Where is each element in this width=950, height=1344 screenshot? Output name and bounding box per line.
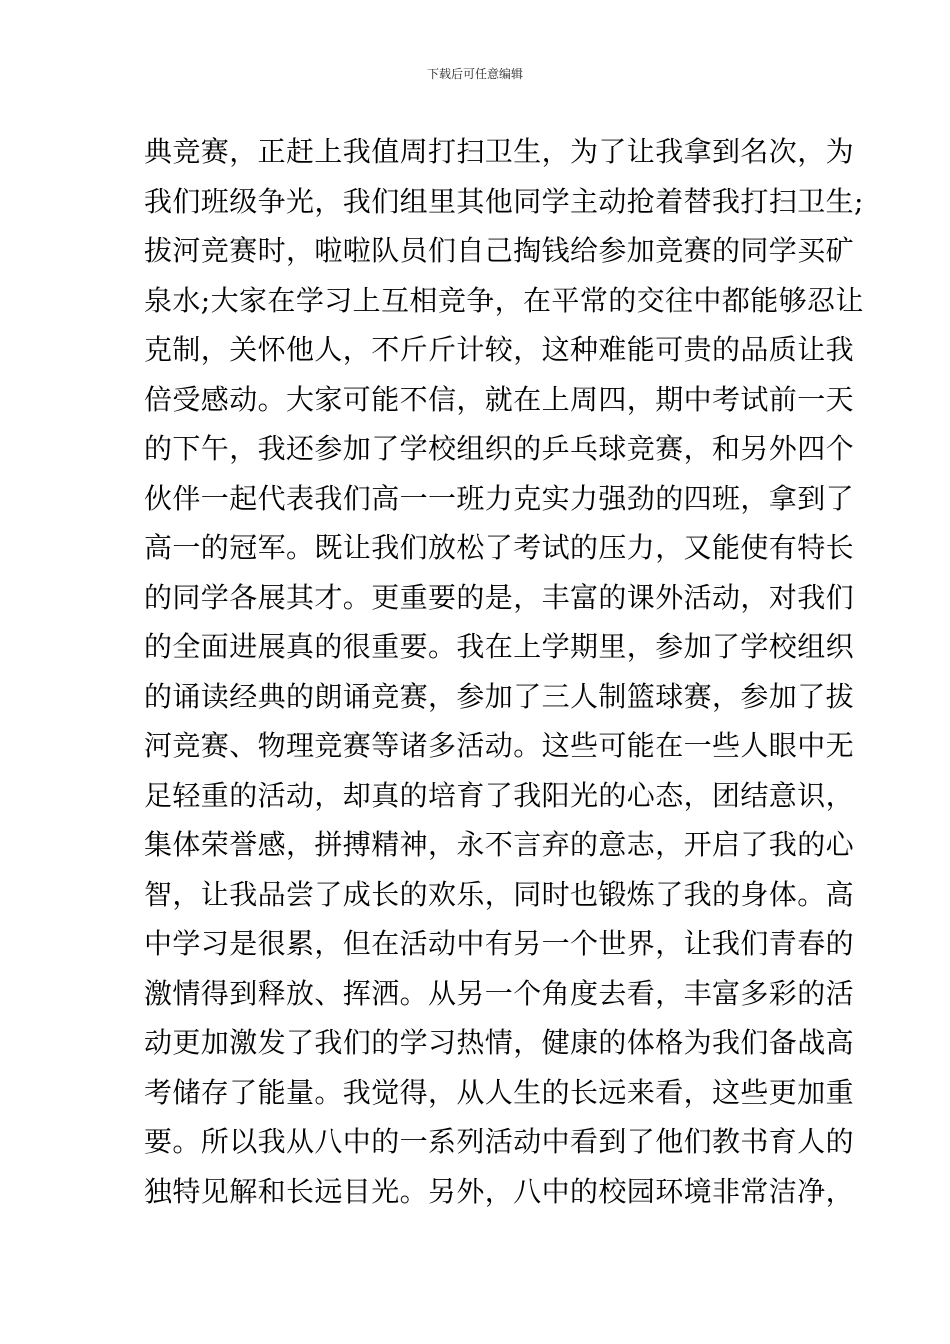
text-line: 考储存了能量。我觉得，从人生的长远来看，这些更加重 — [144, 1075, 855, 1109]
text-line: 我们班级争光，我们组里其他同学主动抢着替我打扫卫生; — [144, 184, 864, 218]
text-line: 独特见解和长远目光。另外，八中的校园环境非常洁净， — [144, 1174, 855, 1208]
page-header: 下载后可任意编辑 — [426, 67, 523, 81]
text-line: 要。所以我从八中的一系列活动中看到了他们教书育人的 — [144, 1125, 855, 1158]
text-line: 倍受感动。大家可能不信，就在上周四，期中考试前一天 — [144, 382, 855, 416]
text-line: 集体荣誉感，拼搏精神，永不言弃的意志，开启了我的心 — [144, 828, 855, 861]
text-line: 的下午，我还参加了学校组织的乒乓球竞赛，和另外四个 — [144, 432, 855, 465]
text-line: 拔河竞赛时，啦啦队员们自己掏钱给参加竞赛的同学买矿 — [144, 234, 855, 267]
text-line: 激情得到释放、挥洒。从另一个角度去看，丰富多彩的活 — [144, 976, 855, 1010]
text-line: 的同学各展其才。更重要的是，丰富的课外活动，对我们 — [144, 580, 855, 614]
text-line: 高一的冠军。既让我们放松了考试的压力，又能使有特长 — [144, 531, 855, 564]
text-line: 的全面进展真的很重要。我在上学期里，参加了学校组织 — [144, 630, 855, 663]
text-line: 智，让我品尝了成长的欢乐，同时也锻炼了我的身体。高 — [144, 877, 855, 911]
text-line: 典竞赛，正赶上我值周打扫卫生，为了让我拿到名次，为 — [144, 135, 855, 168]
text-line: 足轻重的活动，却真的培育了我阳光的心态，团结意识， — [144, 778, 855, 812]
text-line: 伙伴一起代表我们高一一班力克实力强劲的四班，拿到了 — [144, 481, 855, 515]
text-line: 动更加激发了我们的学习热情，健康的体格为我们备战高 — [144, 1026, 855, 1059]
text-line: 克制，关怀他人，不斤斤计较，这种难能可贵的品质让我 — [144, 333, 855, 366]
text-line: 河竞赛、物理竞赛等诸多活动。这些可能在一些人眼中无 — [144, 729, 855, 762]
text-line: 中学习是很累，但在活动中有另一个世界，让我们青春的 — [144, 927, 855, 960]
text-line: 泉水;大家在学习上互相竞争，在平常的交往中都能够忍让 — [144, 283, 864, 317]
document-body — [144, 127, 864, 1216]
text-line: 的诵读经典的朗诵竞赛，参加了三人制篮球赛，参加了拔 — [144, 679, 855, 713]
